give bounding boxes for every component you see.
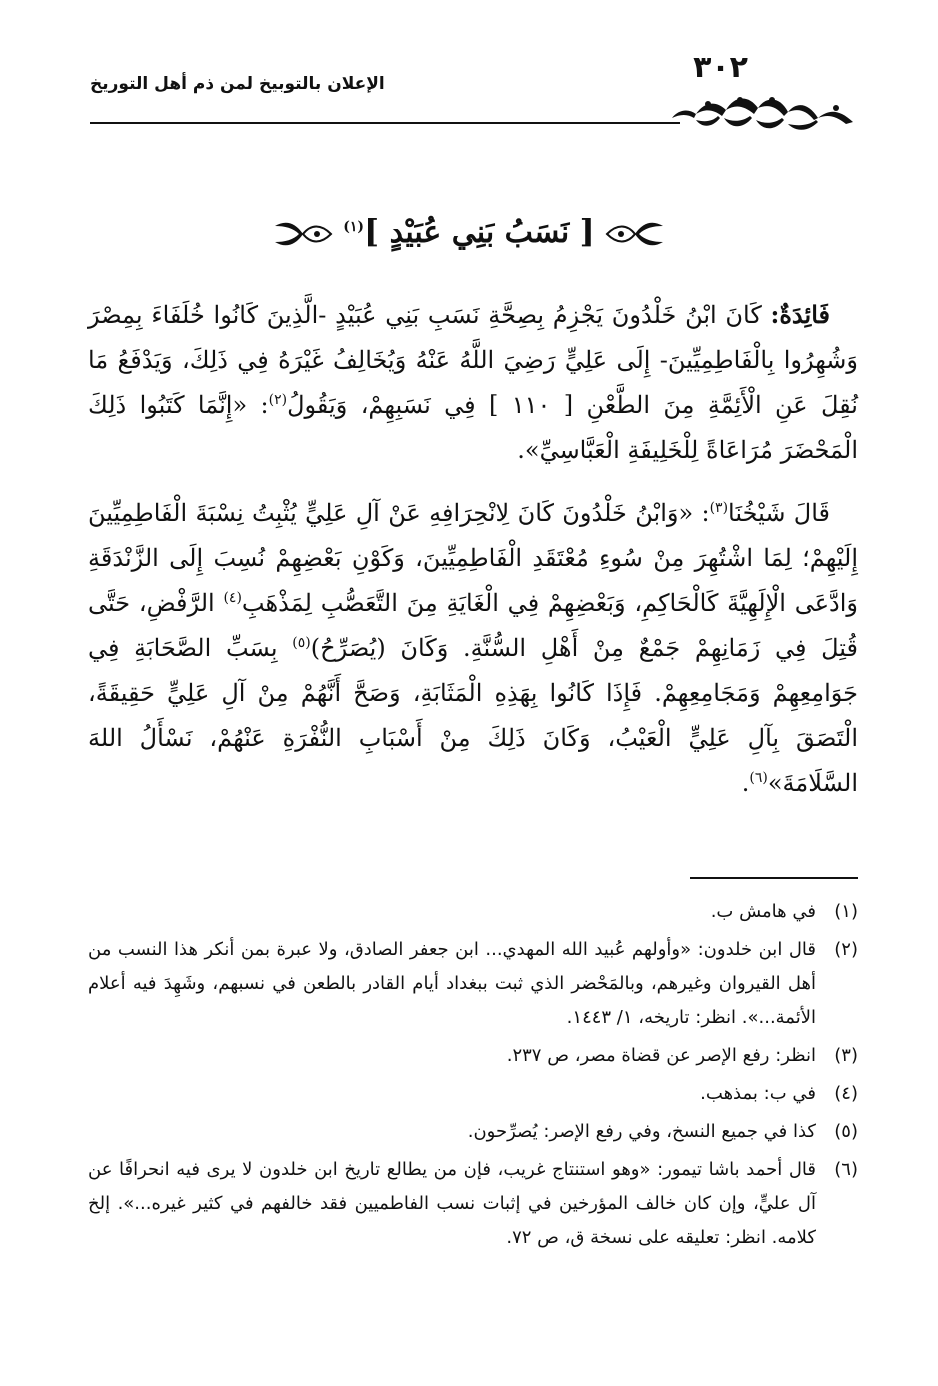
floral-ornament-icon	[668, 88, 858, 136]
footnote-number: (٣)	[834, 1045, 858, 1066]
footnote-item	[88, 1039, 858, 1073]
footnote-text: في هامش ب.	[710, 901, 816, 922]
paragraph-text: : «وَابْنُ خَلْدُونَ كَانَ لِانْحِرَافِهِ عَنْ آلِ عَلِيٍّ يُثْبِتُ نِسْبَةَ الْفَاطِمِيِّينَ إِلَيْهِمْ؛ لِمَا اشْتُهِرَ مِنْ سُوءِ مُعْتَقَدِ الْفَاطِمِيِّينَ، وَكَوْنِ بَعْضِهِمْ نُسِبَ إِلَى الزَّنْدَقَةِ وَادَّعَى الْإِلَهِيَّةَ كَالْحَاكِمِ، وَبَعْضِهِمْ فِي الْغَايَةِ مِنَ التَّعَصُّبِ لِمَذْهَبِ	[88, 499, 859, 617]
footnote-text: في ب: بمذهب.	[700, 1083, 816, 1104]
footnote-item	[88, 895, 858, 929]
footnote-item	[88, 1077, 858, 1111]
footnote-number: (٤)	[834, 1083, 858, 1104]
page-number: ٣٠٢	[693, 50, 748, 85]
footnote-divider	[690, 877, 858, 879]
footnote-text: قال ابن خلدون: «وأولهم عُبيد الله المهدي... ابن جعفر الصادق، ولا عبرة بمن أنكر هذا النسب من أهل القيروان وغيرهم، وبالمَحْضر الذي ثبت ببغداد أيام القادر بالطعن في نسبهم، وشَهِدَ فيه أعلام الأئمة...». انظر: تاريخه، ١/ ١٤٤٣.	[88, 939, 816, 1028]
footnote-number: (٦)	[834, 1159, 858, 1180]
footnote-ref[interactable]: (٢)	[268, 392, 288, 408]
footnote-ref[interactable]: (٦)	[749, 770, 768, 786]
footnote-item	[88, 1153, 858, 1255]
decorative-flourish-icon-right	[605, 216, 665, 252]
footnotes	[88, 895, 858, 1259]
footnote-text: كذا في جميع النسخ، وفي رفع الإصر: يُصرِّحون.	[467, 1121, 816, 1142]
paragraph-lead: قَالَ شَيْخُنَا	[728, 499, 831, 527]
footnote-number: (٢)	[834, 939, 858, 960]
body-text	[88, 292, 858, 824]
paragraph-text: .	[741, 769, 750, 797]
footnote-ref[interactable]: (١)	[343, 219, 364, 235]
paragraph-text: كَانَ ابْنُ خَلْدُونَ يَجْزِمُ بِصِحَّةِ نَسَبِ بَنِي عُبَيْدٍ -الَّذِينَ كَانُوا خُلَفَاءَ بِمِصْرَ وَشُهِرُوا بِالْفَاطِمِيِّينَ- إِلَى عَلِيٍّ رَضِيَ اللَّهُ عَنْهُ وَيُخَالِفُ غَيْرَهُ فِي ذَلِكَ، وَيَدْفَعُ مَا نُقِلَ عَنِ الْأَئِمَّةِ مِنَ الطَّعْنِ [ ١١٠ ] فِي نَسَبِهِمْ، وَيَقُولُ	[88, 301, 858, 419]
footnote-ref[interactable]: (٤)	[223, 590, 242, 606]
footnote-number: (٥)	[834, 1121, 858, 1142]
paragraph-faida	[88, 292, 858, 473]
footnote-item	[88, 1115, 858, 1149]
section-title: نَسَبُ بَنِي عُبَيْدٍ	[389, 215, 570, 250]
paragraph-text: بِسَبِّ الصَّحَابَةِ فِي جَوَامِعِهِمْ وَمَجَامِعِهِمْ. فَإِذَا كَانُوا بِهَذِهِ الْمَثَابَةِ، وَصَحَّ أَنَّهُمْ مِنْ آلِ عَلِيٍّ حَقِيقَةً، الْتَصَقَ بِآلِ عَلِيٍّ الْعَيْبُ، وَكَانَ ذَلِكَ مِنْ أَسْبَابِ النُّفْرَةِ عَنْهُمْ، نَسْأَلُ اللهَ السَّلَامَةَ»	[88, 634, 858, 797]
heading-close-bracket: ]	[363, 212, 380, 250]
footnote-ref[interactable]: (٣)	[709, 500, 729, 516]
footnote-item	[88, 933, 858, 1035]
footnote-number: (١)	[834, 901, 858, 922]
paragraph-shaykh	[88, 491, 858, 806]
running-title: الإعلان بالتوبيخ لمن ذم أهل التوريخ	[90, 74, 385, 94]
decorative-flourish-icon-left	[273, 216, 333, 252]
footnote-ref[interactable]: (٥)	[292, 635, 311, 651]
paragraph-text: : «إِنَّمَا كَتَبُوا ذَلِكَ الْمَحْضَرَ مُرَاعَاةً لِلْخَلِيفَةِ الْعَبَّاسِيِّ».	[88, 391, 858, 464]
paragraph-text: الرَّفْضِ، حَتَّى قُتِلَ فِي زَمَانِهِمْ جَمْعٌ مِنْ أَهْلِ السُّنَّةِ. وَكَانَ (يُصَرِّحُ)	[88, 589, 858, 662]
section-heading	[0, 212, 938, 252]
header-divider	[90, 122, 680, 124]
footnote-text: قال أحمد باشا تيمور: «وهو استنتاج غريب، فإن من يطالع تاريخ ابن خلدون لا يرى فيه انحرافًا عن آل عليٍّ، وإن كان خالف المؤرخين في إثبات نسب الفاطميين فقد خالفهم في كثير غيره...». إلخ كلامه. انظر: تعليقه على نسخة ق، ص ٧٢.	[88, 1159, 816, 1248]
paragraph-keyword: فَائِدَةٌ:	[770, 300, 830, 329]
footnote-text: انظر: رفع الإصر عن قضاة مصر، ص ٢٣٧.	[506, 1045, 816, 1066]
heading-open-bracket: [	[579, 212, 595, 250]
